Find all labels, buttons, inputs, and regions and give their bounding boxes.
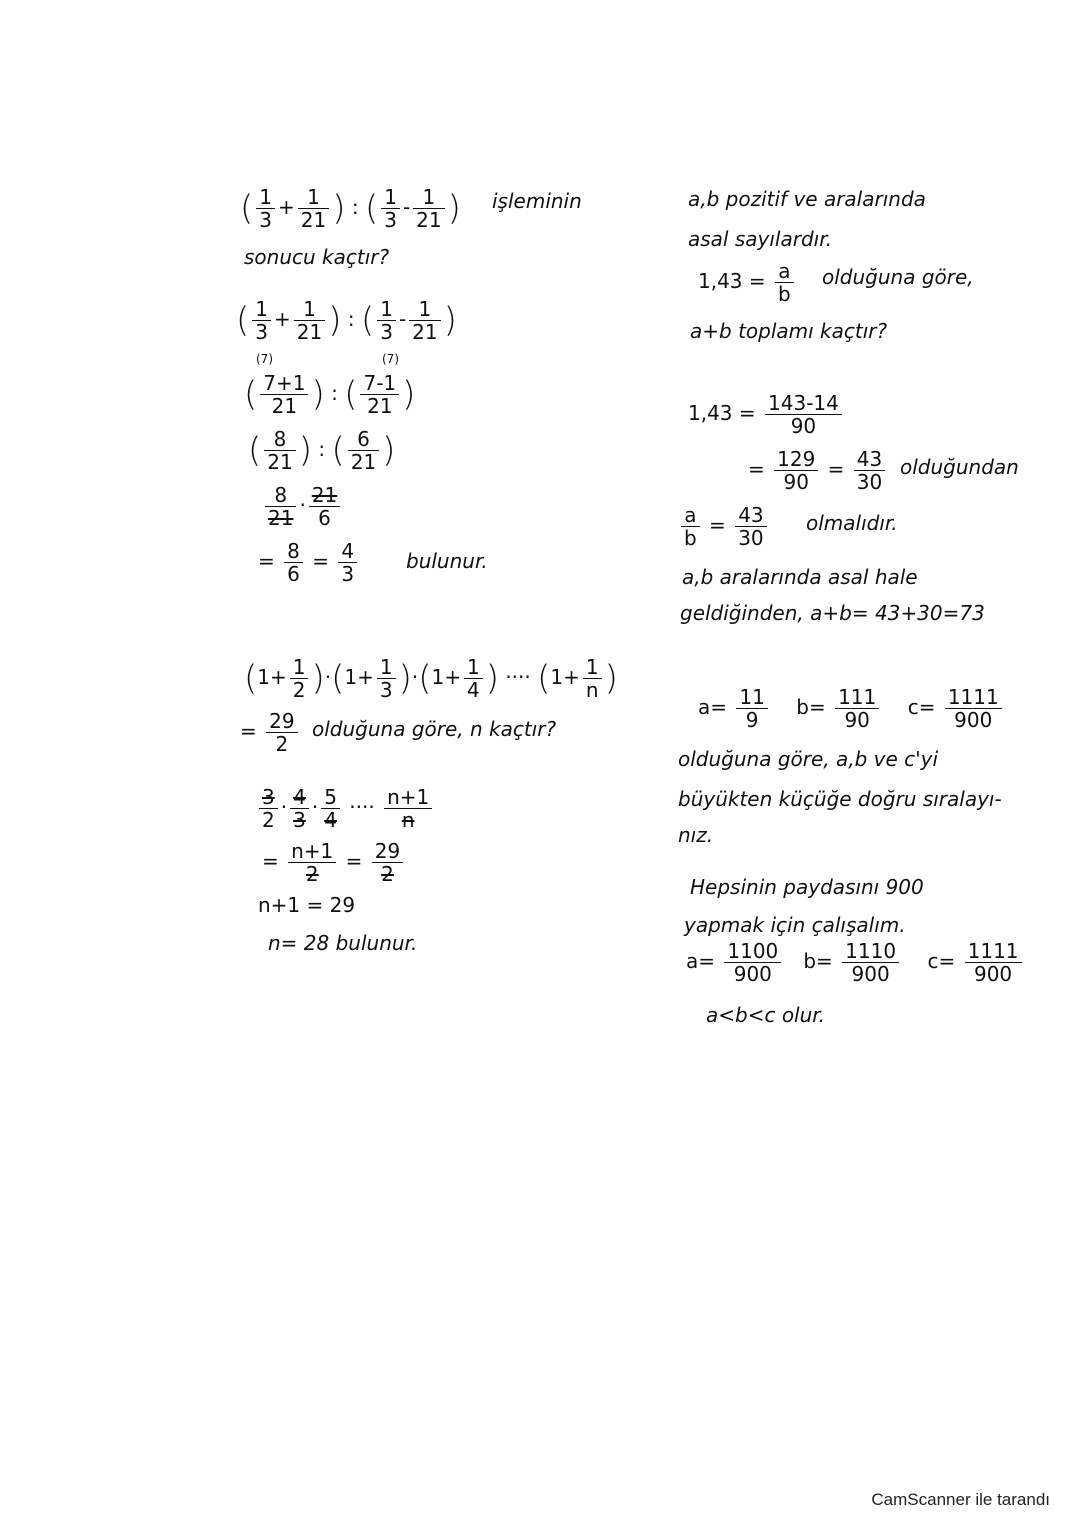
p2-question: olduğuna göre, n kaçtır? <box>312 717 557 741</box>
p3-c2: geldiğinden, a+b= 43+30=73 <box>680 601 985 625</box>
p1-question-line2: sonucu kaçtır? <box>244 245 390 269</box>
p4-s2: yapmak için çalışalım. <box>684 913 906 937</box>
p3-equation: 1,43 = $\frac{a}{b}$ <box>698 260 797 305</box>
p1-question-tail: işleminin <box>492 189 582 213</box>
p1-factor-b: (7) <box>382 352 399 366</box>
p3-step2: = $\frac{129}{90}$ = $\frac{43}{30}$ <box>748 448 888 493</box>
p3-q3: olduğuna göre, <box>822 265 974 289</box>
p4-values: a= $\frac{11}{9}$ b= $\frac{111}{90}$ c= $\frac{1111}{900}$ <box>698 686 1005 731</box>
p3-oldugundan: olduğundan <box>900 455 1019 479</box>
p1-step1: ( $\frac{1}{3}$ + $\frac{1}{21}$ ) : ( $\frac{1}{3}$ - $\frac{1}{21}$ ) <box>236 297 457 344</box>
p3-q2: asal sayılardır. <box>688 227 832 251</box>
scanner-watermark: CamScanner ile tarandı <box>871 1490 1050 1509</box>
p4-q3: nız. <box>678 823 714 847</box>
p3-q4: a+b toplamı kaçtır? <box>690 319 888 343</box>
p4-q2: büyükten küçüğe doğru sıralayı- <box>678 787 1002 811</box>
p4-result: a<b<c olur. <box>706 1003 826 1027</box>
p3-c1: a,b aralarında asal hale <box>682 565 918 589</box>
p4-s1: Hepsinin paydasını 900 <box>690 875 924 899</box>
p1-bulunur: bulunur. <box>406 549 488 573</box>
p1-result: = $\frac{8}{6}$ = $\frac{4}{3}$ <box>258 540 360 585</box>
p2-eq1: n+1 = 29 <box>258 893 356 917</box>
p4-q1: olduğuna göre, a,b ve c'yi <box>678 747 939 771</box>
p4-values2: a= $\frac{1100}{900}$ b= $\frac{1110}{900}$ c= $\frac{1111}{900}$ <box>686 940 1025 985</box>
p3-step1: 1,43 = $\frac{143-14}{90}$ <box>688 392 845 437</box>
p2-step1: $\frac{3}{2}$ · $\frac{4}{3}$ · $\frac{5}{4}$ ···· $\frac{n+1}{n}$ <box>256 786 435 831</box>
p2-expression: (1+ $\frac{1}{2}$ )·(1+ $\frac{1}{3}$ )·(1+ $\frac{1}{4}$ ) ···· (1+ $\frac{1}{n}$ ) <box>244 655 618 702</box>
p1-step4: $\frac{8}{21}$ · $\frac{21}{6}$ <box>262 484 343 529</box>
p3-q1: a,b pozitif ve aralarında <box>688 187 926 211</box>
p1-expression: ( $\frac{1}{3}$ + $\frac{1}{21}$ ) : ( $\frac{1}{3}$ - $\frac{1}{21}$ ) <box>240 185 461 232</box>
p3-step3: $\frac{a}{b}$ = $\frac{43}{30}$ <box>678 504 770 549</box>
p2-eq2: n= 28 bulunur. <box>268 931 418 955</box>
p1-step2: ( $\frac{7+1}{21}$ ) : ( $\frac{7-1}{21}$ ) <box>244 371 416 418</box>
p3-olmalidir: olmalıdır. <box>806 511 898 535</box>
p1-factor-a: (7) <box>256 352 273 366</box>
p2-step2: = $\frac{n+1}{2}$ = $\frac{29}{2}$ <box>262 840 406 885</box>
p2-rhs: = $\frac{29}{2}$ <box>240 710 301 755</box>
p1-step3: ( $\frac{8}{21}$ ) : ( $\frac{6}{21}$ ) <box>248 427 396 474</box>
